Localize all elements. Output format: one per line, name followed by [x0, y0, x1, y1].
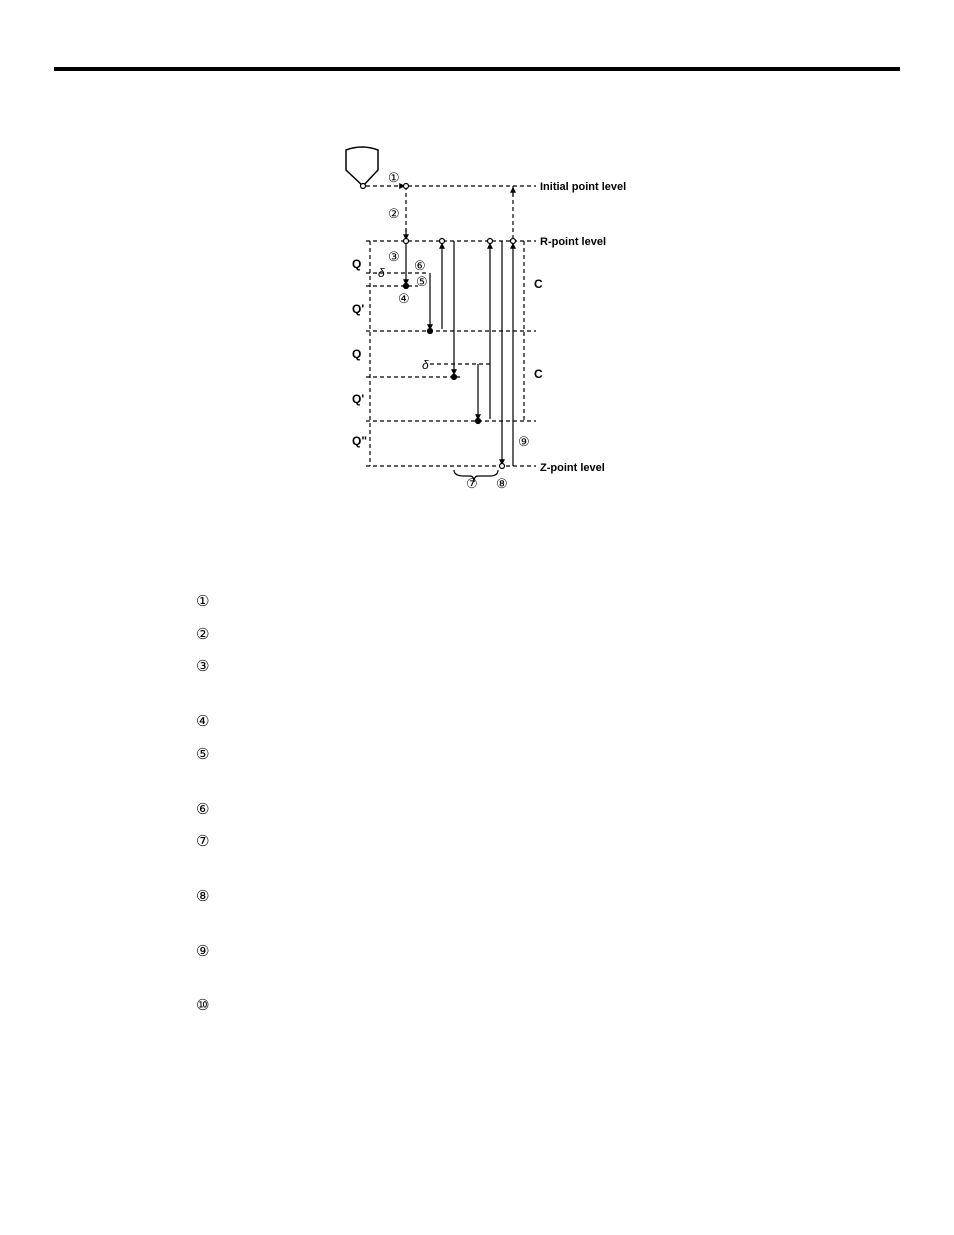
step-6: ⑥ [196, 800, 210, 818]
dim-q-prime-2: Q' [352, 392, 365, 406]
step-7: ⑦ [196, 832, 210, 850]
dim-c-1: C [534, 277, 543, 291]
step-5: ⑤ [196, 745, 210, 763]
dim-delta-2: δ [422, 358, 429, 372]
marker-3: ③ [388, 249, 400, 264]
initial-point-level-label: Initial point level [540, 181, 627, 193]
marker-4: ④ [398, 291, 410, 306]
marker-5: ⑤ [416, 274, 428, 289]
dim-q-prime-1: Q' [352, 302, 365, 316]
peck-drilling-cycle-diagram [340, 140, 640, 500]
r-point-level-label: R-point level [540, 236, 607, 248]
step-4: ④ [196, 712, 210, 730]
dim-c-2: C [534, 367, 543, 381]
step-1: ① [196, 592, 210, 610]
step-3: ③ [196, 657, 210, 675]
marker-7: ⑦ [466, 476, 478, 491]
marker-8: ⑧ [496, 476, 508, 491]
dim-q-2: Q [352, 347, 362, 361]
step-8: ⑧ [196, 887, 210, 905]
dim-q-1: Q [352, 257, 362, 271]
marker-9: ⑨ [518, 434, 530, 449]
drill-tool-icon [346, 147, 378, 186]
marker-2: ② [388, 206, 400, 221]
marker-6: ⑥ [414, 258, 426, 273]
cycle-diagram-svg [340, 140, 640, 500]
z-point-level-label: Z-point level [540, 462, 605, 474]
step-10: ⑩ [196, 996, 210, 1014]
step-9: ⑨ [196, 942, 210, 960]
dim-delta-1: δ [378, 266, 385, 280]
marker-1: ① [388, 170, 400, 185]
step-2: ② [196, 625, 210, 643]
header-rule [54, 67, 900, 71]
dim-q-double-prime: Q" [352, 434, 368, 448]
